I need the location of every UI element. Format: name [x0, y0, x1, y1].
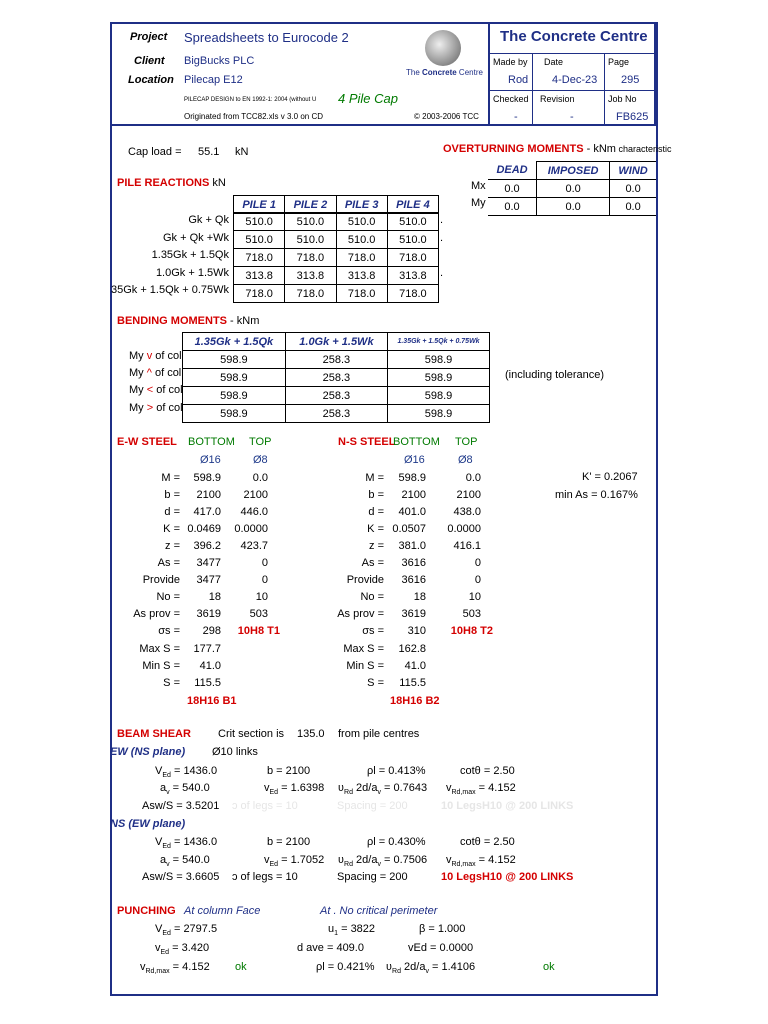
ns-pl: ρl = 0.430% — [367, 836, 426, 848]
steel-bottom-value: 598.9 — [398, 472, 426, 484]
ew-spacing: Spacing = 200 — [337, 800, 408, 812]
steel-bottom-value: 162.8 — [398, 642, 426, 655]
steel-row-label: Min S = — [346, 659, 384, 672]
ew-bar-bottom: Ø16 — [200, 454, 221, 466]
steel-row-label: Max S = — [343, 642, 384, 655]
col-head: 1.35Gk + 1.5Qk + 0.75Wk — [388, 333, 490, 351]
steel-bottom-value: 18 — [413, 591, 426, 604]
steel-bottom-value: 396.2 — [193, 540, 221, 553]
at-face-label: At column Face — [184, 905, 261, 917]
steel-bottom-value: 3477 — [196, 574, 221, 587]
bm-cell: 598.9 — [388, 369, 490, 387]
title-rule — [488, 90, 656, 91]
steel-row-label: Provide — [142, 574, 180, 587]
steel-row-label: No = — [156, 591, 180, 604]
ns-result: 18H16 B2 — [390, 695, 440, 707]
copyright: © 2003-2006 TCC — [414, 112, 479, 121]
jobno-label: Job No — [608, 94, 637, 104]
ot-row-label: Mx — [471, 180, 486, 192]
pile-reaction-cell: 718.0 — [234, 249, 285, 267]
steel-top-value: 0 — [474, 557, 481, 570]
client-value: BigBucks PLC — [184, 55, 255, 67]
steel-bottom-value: 2100 — [401, 489, 426, 502]
punch-beta: β = 1.000 — [419, 923, 466, 935]
steel-row-label: As = — [157, 557, 180, 570]
bm-row-label: My ^ of col — [129, 367, 182, 379]
ns-bar-top: Ø8 — [458, 454, 473, 466]
steel-bottom-value: 115.5 — [194, 676, 221, 689]
steel-bottom-value: 3477 — [196, 557, 221, 570]
pile-reaction-row-mark: . — [440, 266, 444, 279]
steel-top-value: 0.0 — [465, 472, 481, 484]
pile-reaction-cell: 510.0 — [234, 231, 285, 249]
ns-asw: Asw/S = 3.6605 — [142, 871, 220, 883]
punch-ok-2: ok — [543, 961, 555, 973]
steel-top-value: 2100 — [243, 489, 268, 502]
title-divider — [604, 53, 605, 126]
steel-row-label: As prov = — [337, 608, 384, 621]
steel-row-label: z = — [369, 540, 384, 553]
cap-load-label: Cap load = — [128, 146, 182, 158]
page-label: Page — [608, 57, 630, 67]
ns-steel-title: N-S STEEL — [338, 436, 396, 448]
steel-row-label: b = — [368, 489, 384, 502]
steel-row-label: Provide — [346, 574, 384, 587]
tolerance-note: (including tolerance) — [505, 369, 605, 381]
steel-row-label: σs = — [158, 625, 180, 638]
client-label: Client — [134, 55, 165, 67]
steel-row-label: K = — [367, 523, 384, 536]
ew-vrd-max: $v_{Rd,max} = 4.152$ — [446, 782, 516, 797]
overturning-table — [488, 161, 656, 216]
col-head: PILE 1 — [234, 196, 285, 214]
ot-cell: 0.0 — [610, 198, 656, 216]
steel-top-value: 10H8 T2 — [450, 625, 493, 638]
ot-cell: 0.0 — [537, 198, 610, 216]
bending-title: BENDING MOMENTS - kNm — [117, 315, 260, 327]
pile-reaction-row-label: 1.35Gk + 1.5Qk — [151, 249, 229, 261]
date-value: 4-Dec-23 — [552, 74, 598, 86]
pile-reaction-cell: 718.0 — [336, 249, 387, 267]
steel-bottom-value: 3616 — [401, 574, 426, 587]
ew-ved: $V_{Ed} = 1436.0$ — [155, 765, 218, 780]
ew-steel-title: E-W STEEL — [117, 436, 177, 448]
steel-top-value: 0 — [261, 557, 268, 570]
pile-reaction-row-label: Gk + Qk +Wk — [162, 231, 229, 244]
ew-top-head: TOP — [249, 436, 272, 448]
pile-reaction-cell: 510.0 — [387, 213, 438, 231]
ns-cot: cotθ = 2.50 — [460, 836, 515, 848]
pile-reaction-cell: 313.8 — [285, 267, 336, 285]
ns-vrd: ʋ$_{Rd}$ $2d/a_v = 0.7506$ — [338, 854, 428, 869]
steel-top-value: 0.0000 — [234, 523, 268, 536]
steel-row-label: S = — [163, 676, 180, 689]
steel-top-value: 503 — [249, 608, 268, 621]
bm-row-label: My v of col — [129, 350, 182, 362]
originated-note: Originated from TCC82.xls v 3.0 on CD — [184, 112, 324, 121]
cap-load-value: 55.1 — [198, 146, 220, 158]
bending-table — [182, 332, 490, 423]
bm-cell: 258.3 — [285, 369, 387, 387]
steel-bottom-value: 2100 — [196, 489, 221, 502]
steel-bottom-value: 417.0 — [193, 506, 221, 519]
ew-plane-label: EW (NS plane) — [110, 746, 186, 758]
ot-cell: 0.0 — [488, 180, 537, 198]
ns-legs: ɔ of legs = 10 — [232, 871, 298, 883]
col-head: PILE 2 — [285, 196, 336, 214]
steel-bottom-value: 310 — [407, 625, 426, 638]
ns-vrd-max: $v_{Rd,max} = 4.152$ — [446, 854, 516, 869]
steel-bottom-value: 381.0 — [398, 540, 426, 553]
ot-cell: 0.0 — [488, 198, 537, 216]
steel-bottom-value: 18 — [208, 591, 221, 604]
project-label: Project — [130, 31, 168, 43]
punch-dave: d ave = 409.0 — [297, 942, 364, 954]
steel-top-value: 0.0000 — [447, 523, 481, 536]
location-label: Location — [128, 74, 174, 86]
ot-cell: 0.0 — [610, 180, 656, 198]
steel-row-label: S = — [367, 676, 384, 689]
pile-reaction-row-label: 35Gk + 1.5Qk + 0.75Wk — [110, 284, 229, 296]
steel-top-value: 0.0 — [252, 472, 268, 484]
title-divider — [532, 53, 533, 126]
logo-wordmark: The Concrete Centre — [406, 68, 483, 77]
steel-row-label: As prov = — [133, 608, 180, 621]
pile-reaction-row-mark: . — [440, 231, 444, 244]
steel-row-label: No = — [360, 591, 384, 604]
pile-reaction-cell: 718.0 — [285, 285, 336, 303]
ns-bar-bottom: Ø16 — [404, 454, 425, 466]
pile-reaction-cell: 510.0 — [336, 213, 387, 231]
steel-top-value: 503 — [462, 608, 481, 621]
steel-bottom-value: 0.0469 — [187, 523, 221, 536]
pile-reaction-cell: 718.0 — [285, 249, 336, 267]
ns-av: $a_v = 540.0$ — [160, 854, 210, 869]
steel-bottom-value: 3619 — [401, 608, 426, 621]
steel-bottom-value: 598.9 — [193, 472, 221, 484]
ew-cot: cotθ = 2.50 — [460, 765, 515, 777]
steel-row-label: z = — [165, 540, 180, 553]
col-head: 1.0Gk + 1.5Wk — [285, 333, 387, 351]
pile-reaction-cell: 510.0 — [285, 213, 336, 231]
punch-vrd: ʋ$_{Rd}$ $2d/a_v = 1.4106$ — [386, 961, 476, 976]
min-as-value: min As = 0.167% — [555, 489, 638, 501]
steel-top-value: 416.1 — [453, 540, 481, 553]
pile-reactions-title: PILE REACTIONS kN — [117, 177, 226, 189]
page-value: 295 — [621, 74, 640, 86]
steel-top-value: 10 — [255, 591, 268, 604]
bm-cell: 598.9 — [388, 387, 490, 405]
steel-row-label: σs = — [362, 625, 384, 638]
steel-row-label: K = — [163, 523, 180, 536]
punch-pl: ρl = 0.421% — [316, 961, 375, 973]
steel-row-label: M = — [365, 472, 384, 484]
steel-row-label: M = — [161, 472, 180, 484]
pile-reactions-values — [233, 212, 439, 303]
ns-bottom-head: BOTTOM — [393, 436, 440, 448]
steel-row-label: Max S = — [139, 642, 180, 655]
steel-bottom-value: 41.0 — [199, 659, 221, 672]
ew-bar-top: Ø8 — [253, 454, 268, 466]
jobno-value: FB625 — [616, 111, 649, 123]
revision-value: - — [570, 111, 574, 123]
made-by-label: Made by — [493, 57, 528, 67]
pile-reaction-cell: 510.0 — [285, 231, 336, 249]
pile-reaction-cell: 313.8 — [234, 267, 285, 285]
title-rule — [488, 53, 656, 54]
crit-section-suffix: from pile centres — [338, 728, 420, 740]
ns-top-head: TOP — [455, 436, 478, 448]
checked-label: Checked — [493, 94, 529, 104]
ew-shear-result: 10 LegsH10 @ 200 LINKS — [441, 800, 574, 812]
ew-b: b = 2100 — [267, 765, 311, 777]
steel-top-value: 0 — [261, 574, 268, 587]
bm-cell: 598.9 — [183, 387, 286, 405]
punch-ved-right: vEd = 0.0000 — [408, 942, 474, 954]
beam-shear-title: BEAM SHEAR — [117, 728, 191, 740]
pile-reaction-cell: 510.0 — [336, 231, 387, 249]
bm-cell: 598.9 — [183, 405, 286, 423]
concrete-centre-logo-icon — [425, 30, 461, 66]
ew-asw: Asw/S = 3.5201 — [142, 800, 220, 812]
bm-cell: 598.9 — [183, 369, 286, 387]
pile-reaction-row-mark: . — [440, 214, 444, 226]
steel-row-label: b = — [164, 489, 180, 502]
steel-row-label: Min S = — [142, 659, 180, 672]
org-title: The Concrete Centre — [500, 28, 648, 45]
ot-row-label: My — [471, 197, 486, 209]
pile-reaction-cell: 718.0 — [336, 285, 387, 303]
steel-bottom-value: 41.0 — [404, 659, 426, 672]
at-other-label: At . No critical perimeter — [320, 905, 438, 917]
punching-title: PUNCHING — [117, 905, 176, 917]
pile-reaction-cell: 718.0 — [234, 285, 285, 303]
date-label: Date — [544, 57, 564, 67]
links-label: Ø10 links — [212, 746, 258, 758]
steel-top-value: 10H8 T1 — [237, 625, 280, 638]
ew-vrd: ʋ$_{Rd}$ $2d/a_v = 0.7643$ — [338, 782, 428, 797]
ew-result: 18H16 B1 — [187, 695, 237, 707]
k-dash-value: K' = 0.2067 — [582, 471, 638, 483]
cap-load-unit: kN — [235, 146, 249, 158]
ew-ved-stress: $v_{Ed} = 1.6398$ — [264, 782, 325, 797]
ns-ved-stress: $v_{Ed} = 1.7052$ — [264, 854, 325, 869]
ns-b: b = 2100 — [267, 836, 311, 848]
steel-top-value: 446.0 — [240, 506, 268, 519]
steel-top-value: 10 — [468, 591, 481, 604]
col-head: WIND — [610, 162, 656, 180]
steel-top-value: 0 — [474, 574, 481, 587]
pile-reaction-cell: 313.8 — [336, 267, 387, 285]
revision-label: Revision — [540, 94, 575, 104]
bm-cell: 598.9 — [183, 351, 286, 369]
steel-top-value: 2100 — [456, 489, 481, 502]
col-head: IMPOSED — [537, 162, 610, 180]
ns-shear-result: 10 LegsH10 @ 200 LINKS — [441, 871, 574, 883]
pile-reaction-row-label: Gk + Qk — [188, 214, 229, 226]
pile-reaction-cell: 313.8 — [387, 267, 438, 285]
made-by-value: Rod — [508, 74, 529, 86]
crit-section-value: 135.0 — [297, 728, 325, 740]
bm-row-label: My < of col — [129, 384, 183, 396]
steel-row-label: d = — [164, 506, 180, 519]
ns-plane-label: NS (EW plane) — [110, 818, 186, 830]
ew-bottom-head: BOTTOM — [188, 436, 235, 448]
ns-ved: $V_{Ed} = 1436.0$ — [155, 836, 218, 851]
punch-v-ed: $v_{Ed} = 3.420$ — [155, 942, 210, 957]
punch-ved: $V_{Ed} = 2797.5$ — [155, 923, 218, 938]
ew-pl: ρl = 0.413% — [367, 765, 426, 777]
cap-title: 4 Pile Cap — [338, 91, 398, 106]
bm-cell: 258.3 — [285, 405, 387, 423]
col-head: PILE 3 — [336, 196, 387, 214]
bm-cell: 598.9 — [388, 405, 490, 423]
pile-reaction-row-label: 1.0Gk + 1.5Wk — [155, 266, 229, 279]
col-head: DEAD — [488, 162, 537, 180]
steel-bottom-value: 298 — [202, 625, 221, 638]
checked-value: - — [514, 111, 518, 123]
ew-av: $a_v = 540.0$ — [160, 782, 210, 797]
ot-cell: 0.0 — [537, 180, 610, 198]
design-note: PILECAP DESIGN to EN 1992-1: 2004 (without U — [184, 97, 317, 103]
steel-bottom-value: 0.0507 — [392, 523, 426, 536]
steel-top-value: 423.7 — [240, 540, 268, 553]
steel-bottom-value: 3619 — [196, 608, 221, 621]
steel-bottom-value: 3616 — [401, 557, 426, 570]
punch-vrd-max: $v_{Rd,max} = 4.152$ — [140, 961, 210, 976]
ew-legs: ɔ of legs = 10 — [232, 800, 298, 812]
steel-row-label: As = — [361, 557, 384, 570]
crit-section-label: Crit section is — [218, 728, 285, 740]
steel-bottom-value: 177.7 — [193, 642, 221, 655]
bm-cell: 258.3 — [285, 351, 387, 369]
pile-reaction-cell: 718.0 — [387, 249, 438, 267]
steel-top-value: 438.0 — [453, 506, 481, 519]
col-head: 1.35Gk + 1.5Qk — [183, 333, 286, 351]
location-value: Pilecap E12 — [184, 74, 243, 86]
pile-reaction-cell: 510.0 — [387, 231, 438, 249]
pile-reaction-cell: 718.0 — [387, 285, 438, 303]
bm-cell: 258.3 — [285, 387, 387, 405]
ns-spacing: Spacing = 200 — [337, 871, 408, 883]
pile-reaction-cell: 510.0 — [234, 213, 285, 231]
steel-row-label: d = — [368, 506, 384, 519]
bm-row-label: My > of col — [129, 402, 183, 414]
punch-ok-1: ok — [235, 961, 247, 973]
punch-u1: $u_1 = 3822$ — [328, 923, 376, 938]
steel-bottom-value: 115.5 — [399, 676, 426, 689]
bm-cell: 598.9 — [388, 351, 490, 369]
steel-bottom-value: 401.0 — [398, 506, 426, 519]
title-divider — [488, 22, 490, 126]
col-head: PILE 4 — [387, 196, 438, 214]
overturning-title-line: OVERTURNING MOMENTS - kNm characteristic — [443, 143, 672, 155]
project-value: Spreadsheets to Eurocode 2 — [184, 30, 349, 45]
